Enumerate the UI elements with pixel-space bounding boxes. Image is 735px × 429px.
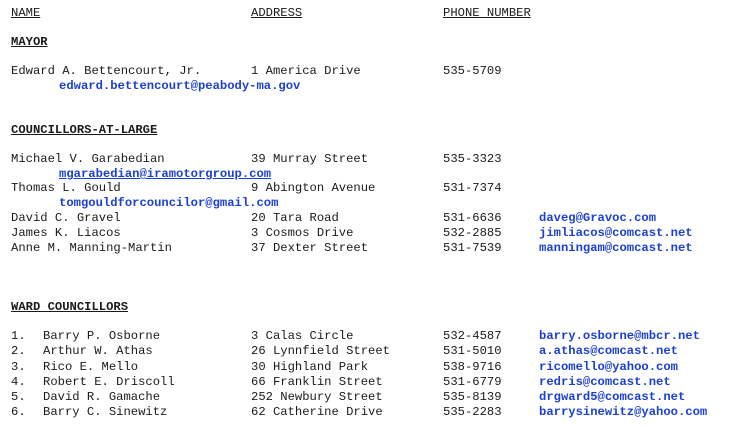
ward-number: 5. <box>11 390 26 404</box>
ward-councillor-email-link[interactable]: ricomello@yahoo.com <box>539 360 678 374</box>
section-title-mayor: MAYOR <box>11 35 48 49</box>
councillor-email-link[interactable]: tomgouldforcouncilor@gmail.com <box>59 196 279 210</box>
ward-number: 3. <box>11 360 26 374</box>
ward-councillor-email-link[interactable]: barrysinewitz@yahoo.com <box>539 405 708 419</box>
councillor-address: 39 Murray Street <box>251 152 369 166</box>
header-address: ADDRESS <box>251 6 303 20</box>
councillor-email-link[interactable]: manningam@comcast.net <box>539 241 693 255</box>
ward-number: 1. <box>11 329 26 343</box>
councillor-phone: 531-6636 <box>443 211 502 225</box>
ward-councillor-address: 3 Calas Circle <box>251 329 354 343</box>
councillor-name: James K. Liacos <box>11 226 121 240</box>
mayor-phone: 535-5709 <box>443 64 502 78</box>
ward-number: 4. <box>11 375 26 389</box>
ward-councillor-email-link[interactable]: drgward5@comcast.net <box>539 390 686 404</box>
ward-councillor-address: 26 Lynnfield Street <box>251 344 390 358</box>
header-name: NAME <box>11 6 41 20</box>
councillor-email-link[interactable]: daveg@Gravoc.com <box>539 211 657 225</box>
councillor-email-link[interactable]: jimliacos@comcast.net <box>539 226 693 240</box>
ward-councillor-email-link[interactable]: a.athas@comcast.net <box>539 344 678 358</box>
councillor-name: Anne M. Manning-Martin <box>11 241 172 255</box>
ward-number: 6. <box>11 405 26 419</box>
councillor-address: 9 Abington Avenue <box>251 181 376 195</box>
councillor-name: Thomas L. Gould <box>11 181 121 195</box>
ward-councillor-name: Barry C. Sinewitz <box>43 405 168 419</box>
mayor-email-link[interactable]: edward.bettencourt@peabody-ma.gov <box>59 79 301 93</box>
ward-councillor-name: David R. Gamache <box>43 390 161 404</box>
councillor-name: Michael V. Garabedian <box>11 152 165 166</box>
ward-councillor-phone: 532-4587 <box>443 329 502 343</box>
ward-number: 2. <box>11 344 26 358</box>
councillor-address: 20 Tara Road <box>251 211 339 225</box>
councillor-address: 3 Cosmos Drive <box>251 226 354 240</box>
header-phone: PHONE NUMBER <box>443 6 531 20</box>
ward-councillor-address: 66 Franklin Street <box>251 375 383 389</box>
ward-councillor-email-link[interactable]: barry.osborne@mbcr.net <box>539 329 700 343</box>
section-title-ward-councillors: WARD COUNCILLORS <box>11 300 129 314</box>
councillor-address: 37 Dexter Street <box>251 241 369 255</box>
councillor-phone: 535-3323 <box>443 152 502 166</box>
ward-councillor-phone: 531-5010 <box>443 344 502 358</box>
councillor-phone: 531-7539 <box>443 241 502 255</box>
ward-councillor-phone: 535-2283 <box>443 405 502 419</box>
ward-councillor-phone: 538-9716 <box>443 360 502 374</box>
ward-councillor-phone: 531-6779 <box>443 375 502 389</box>
mayor-name: Edward A. Bettencourt, Jr. <box>11 64 202 78</box>
mayor-address: 1 America Drive <box>251 64 361 78</box>
ward-councillor-name: Barry P. Osborne <box>43 329 161 343</box>
councillor-phone: 531-7374 <box>443 181 502 195</box>
councillor-name: David C. Gravel <box>11 211 121 225</box>
councillor-phone: 532-2885 <box>443 226 502 240</box>
councillor-email-link[interactable]: mgarabedian@iramotorgroup.com <box>59 167 272 181</box>
ward-councillor-email-link[interactable]: redris@comcast.net <box>539 375 671 389</box>
ward-councillor-name: Robert E. Driscoll <box>43 375 175 389</box>
ward-councillor-address: 62 Catherine Drive <box>251 405 383 419</box>
ward-councillor-address: 30 Highland Park <box>251 360 369 374</box>
section-title-councillors-at-large: COUNCILLORS-AT-LARGE <box>11 123 158 137</box>
ward-councillor-name: Arthur W. Athas <box>43 344 153 358</box>
ward-councillor-phone: 535-8139 <box>443 390 502 404</box>
ward-councillor-address: 252 Newbury Street <box>251 390 383 404</box>
ward-councillor-name: Rico E. Mello <box>43 360 139 374</box>
